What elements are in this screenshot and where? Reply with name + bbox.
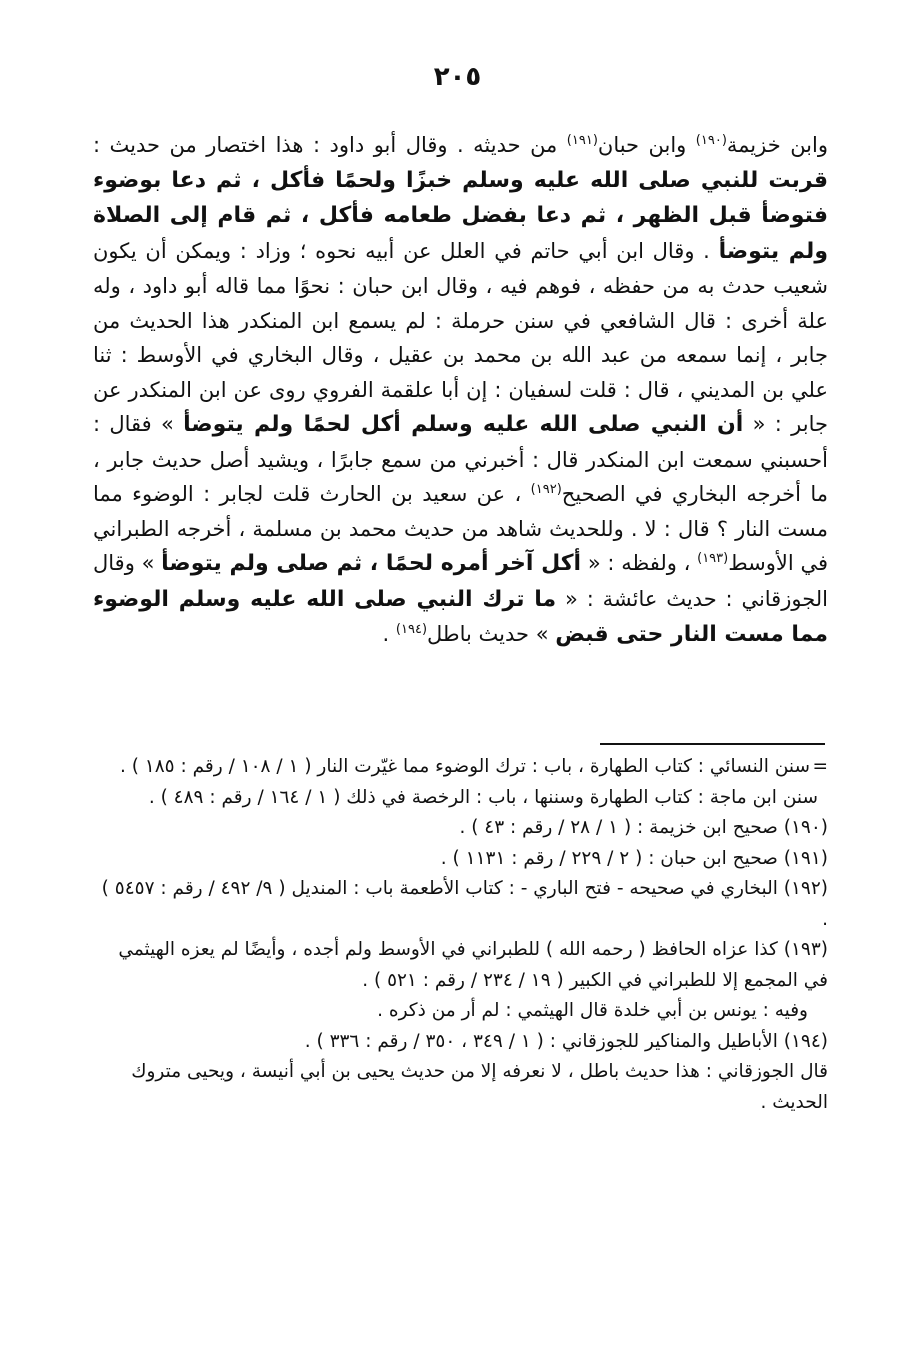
footnote-192: (١٩٢) البخاري في صحيحه - فتح الباري - : كتاب الأطعمة باب : المنديل ( ٩/ ٤٩٢ / رقم : ٥٤٥٧ ) . [101, 878, 828, 930]
text-segment: . وقال ابن أبي حاتم في العلل عن أبيه نحوه ؛ وزاد : ويمكن أن يكون شعيب حدث به من حفظه ، فوهم فيه ، وقال ابن حبان : نحوًا مما قاله أبو داود ، وله علة أخرى : قال الشافعي في سنن حرملة : لم يسمع ابن المنكدر هذا الحديث من جابر ، إنما سمعه من عبد الله بن محمد بن عقيل ، وقال البخاري في الأوسط : ثنا علي بن المديني ، قال : قلت لسفيان : إن أبا علقمة الفروي روى عن ابن المنكدر عن جابر : « [93, 238, 828, 436]
hadith-quote: ما ترك النبي صلى الله عليه وسلم الوضوء مما مست النار حتى قبض [93, 586, 828, 647]
footnote-ref-194[interactable]: (١٩٤) [395, 622, 428, 637]
footnote-continued-nasai [93, 752, 828, 783]
footnote-text: سنن النسائي : كتاب الطهارة ، باب : ترك الوضوء مما غيّرت النار ( ١ / ١٠٨ / رقم : ١٨٥ ) . [119, 756, 810, 777]
text-segment: ، عن سعيد بن الحارث قلت لجابر : الوضوء مما مست النار ؟ قال : لا . وللحديث شاهد من حديث محمد بن مسلمة ، أخرجه الطبراني في الأوسط [93, 482, 828, 575]
page-number: ٢٠٥ [433, 62, 482, 92]
footnote-ref-192[interactable]: (١٩٢) [530, 482, 562, 497]
main-paragraph [93, 128, 828, 653]
hadith-quote: أكل آخر أمره لحمًا ، ثم صلى ولم يتوضأ [161, 551, 582, 576]
footnote-194: (١٩٤) الأباطيل والمناكير للجوزقاني : ( ١ / ٣٤٩ ، ٣٥٠ / رقم : ٣٣٦ ) . [304, 1030, 828, 1052]
text-segment: وابن حبان [597, 133, 696, 157]
hadith-quote: قربت للنبي صلى الله عليه وسلم خبزًا ولحمًا فأكل ، ثم دعا بوضوء فتوضأ قبل الظهر ، ثم دعا بفضل طعامه فأكل ، ثم قام إلى الصلاة ولم يتوضأ [93, 167, 828, 264]
text-segment: من حديثه . وقال أبو داود : هذا اختصار من حديث : [93, 133, 567, 157]
continuation-mark: = [812, 756, 828, 777]
footnote-ref-190[interactable]: (١٩٠) [695, 133, 727, 148]
footnote-ref-193[interactable]: (١٩٣) [697, 551, 729, 566]
footnote-191: (١٩١) صحيح ابن حبان : ( ٢ / ٢٢٩ / رقم : ١١٣١ ) . [440, 847, 828, 869]
footnote-193: (١٩٣) كذا عزاه الحافظ ( رحمه الله ) للطبراني في الأوسط ولم أجده ، وأيضًا لم يعزه الهيثمي في المجمع إلا للطبراني في الكبير ( ١٩ / ٢٣٤ / رقم : ٥٢١ ) . [118, 939, 828, 991]
hadith-quote: أن النبي صلى الله عليه وسلم أكل لحمًا ولم يتوضأ [183, 412, 744, 437]
footnote-ref-191[interactable]: (١٩١) [566, 133, 598, 148]
footnote-193-continued: وفيه : يونس بن أبي خلدة قال الهيثمي : لم أر من ذكره . [377, 1000, 808, 1021]
footnote-194-continued: قال الجوزقاني : هذا حديث باطل ، لا نعرفه إلا من حديث يحيى بن أبي أنيسة ، ويحيى متروك الحديث . [131, 1061, 828, 1113]
footnote-continued-ibn-majah: سنن ابن ماجة : كتاب الطهارة وسننها ، باب : الرخصة في ذلك ( ١ / ١٦٤ / رقم : ٤٨٩ ) . [148, 786, 818, 808]
text-segment: . [382, 622, 396, 646]
footnotes-section [93, 752, 828, 1118]
text-segment: » وقال الجوزقاني : حديث عائشة : « [93, 551, 829, 611]
text-segment: وابن خزيمة [726, 133, 828, 157]
text-segment: ، ولفظه : « [581, 551, 698, 575]
text-segment: » فقال : أحسبني سمعت ابن المنكدر قال : أخبرني من سمع جابرًا ، ويشيد أصل حديث جابر ، ما أخرجه البخاري في الصحيح [93, 412, 828, 506]
footnote-190: (١٩٠) صحيح ابن خزيمة : ( ١ / ٢٨ / رقم : ٤٣ ) . [459, 817, 828, 838]
footnote-divider [600, 743, 825, 745]
text-segment: » حديث باطل [427, 622, 556, 646]
